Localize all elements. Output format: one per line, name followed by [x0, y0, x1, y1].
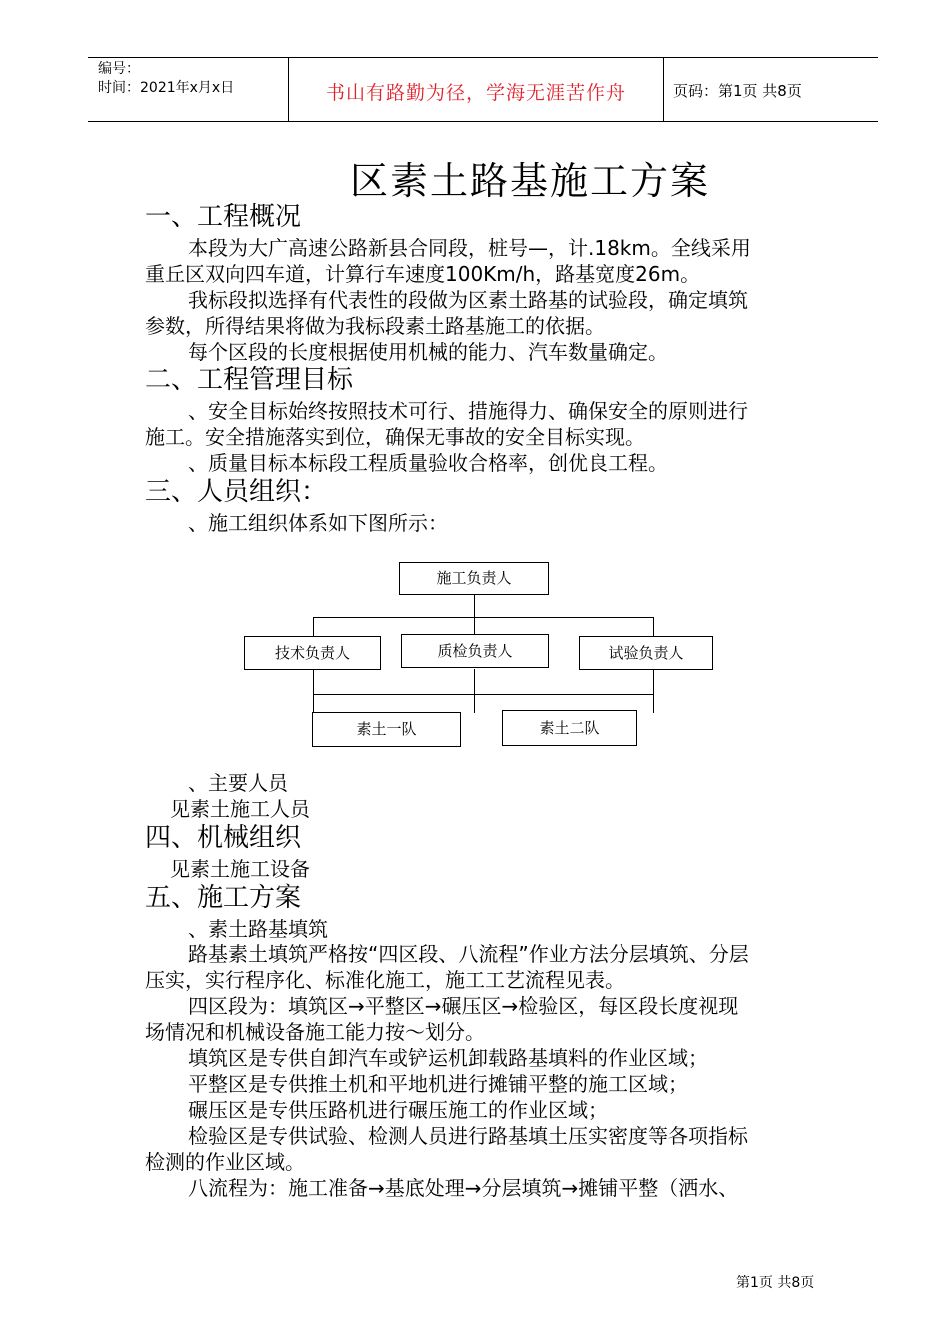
- org-box-top: 施工负责人: [399, 562, 549, 595]
- connector-line: [313, 669, 314, 713]
- body-line: 施工。安全措施落实到位，确保无事故的安全目标实现。: [145, 425, 645, 449]
- body-line: 检测的作业区域。: [145, 1150, 305, 1174]
- body-line: 本段为大广高速公路新县合同段，桩号—，计.18km。全线采用: [188, 236, 751, 260]
- connector-line: [313, 617, 314, 636]
- body-line: 、素土路基填筑: [188, 917, 328, 941]
- body-line: 重丘区双向四车道，计算行车速度100Km/h，路基宽度26m。: [145, 262, 701, 286]
- connector-line: [313, 617, 653, 618]
- body-line: 、安全目标始终按照技术可行、措施得力、确保安全的原则进行: [188, 399, 748, 423]
- body-line: 每个区段的长度根据使用机械的能力、汽车数量确定。: [188, 340, 668, 364]
- body-line: 场情况和机械设备施工能力按～划分。: [145, 1020, 485, 1044]
- body-line: 我标段拟选择有代表性的段做为区素土路基的试验段，确定填筑: [188, 288, 748, 312]
- body-line: 、质量目标本标段工程质量验收合格率，创优良工程。: [188, 451, 668, 475]
- body-line: 见素土施工人员: [170, 797, 310, 821]
- connector-line: [653, 617, 654, 636]
- body-line: 路基素土填筑严格按“四区段、八流程”作业方法分层填筑、分层: [188, 942, 749, 966]
- body-line: 检验区是专供试验、检测人员进行路基填土压实密度等各项指标: [188, 1124, 748, 1148]
- section-heading: 一、工程概况: [145, 202, 302, 232]
- header-divider: [663, 58, 664, 121]
- body-line: 八流程为：施工准备→基底处理→分层填筑→摊铺平整（洒水、: [188, 1176, 739, 1200]
- body-line: 平整区是专供推土机和平地机进行摊铺平整的施工区域；: [188, 1072, 688, 1096]
- header-page-label: 页码：第1页 共8页: [673, 82, 802, 100]
- connector-line: [653, 669, 654, 713]
- body-line: 参数，所得结果将做为我标段素土路基施工的依据。: [145, 314, 605, 338]
- body-line: 见素土施工设备: [170, 857, 310, 881]
- header-motto: 书山有路勤为径，学海无涯苦作舟: [325, 82, 626, 104]
- body-line: 、施工组织体系如下图所示：: [188, 511, 448, 535]
- body-line: 碾压区是专供压路机进行碾压施工的作业区域；: [188, 1098, 608, 1122]
- number-label: 编号：: [98, 61, 140, 77]
- section-heading: 四、机械组织: [145, 823, 302, 853]
- document-title: 区素土路基施工方案: [349, 159, 710, 203]
- body-line: 填筑区是专供自卸汽车或铲运机卸载路基填料的作业区域；: [188, 1046, 708, 1070]
- connector-line: [474, 669, 475, 713]
- section-heading: 三、人员组织：: [145, 477, 328, 507]
- page-header: [88, 57, 878, 122]
- org-box-mid: 质检负责人: [401, 634, 549, 668]
- page-footer: 第1页 共8页: [736, 1275, 815, 1291]
- org-box-bottom: 素土二队: [502, 710, 637, 746]
- connector-line: [474, 595, 475, 636]
- time-label: 时间：2021年x月x日: [98, 80, 235, 96]
- body-line: 四区段为：填筑区→平整区→碾压区→检验区，每区段长度视现: [188, 994, 739, 1018]
- body-line: 、主要人员: [188, 771, 288, 795]
- section-heading: 二、工程管理目标: [145, 365, 354, 395]
- connector-line: [313, 694, 653, 695]
- body-line: 压实，实行程序化、标准化施工，施工工艺流程见表。: [145, 968, 625, 992]
- org-box-bottom: 素土一队: [312, 712, 461, 747]
- section-heading: 五、施工方案: [145, 883, 302, 913]
- org-box-mid: 技术负责人: [244, 636, 381, 670]
- org-box-mid: 试验负责人: [579, 636, 713, 670]
- header-meta: [98, 60, 234, 98]
